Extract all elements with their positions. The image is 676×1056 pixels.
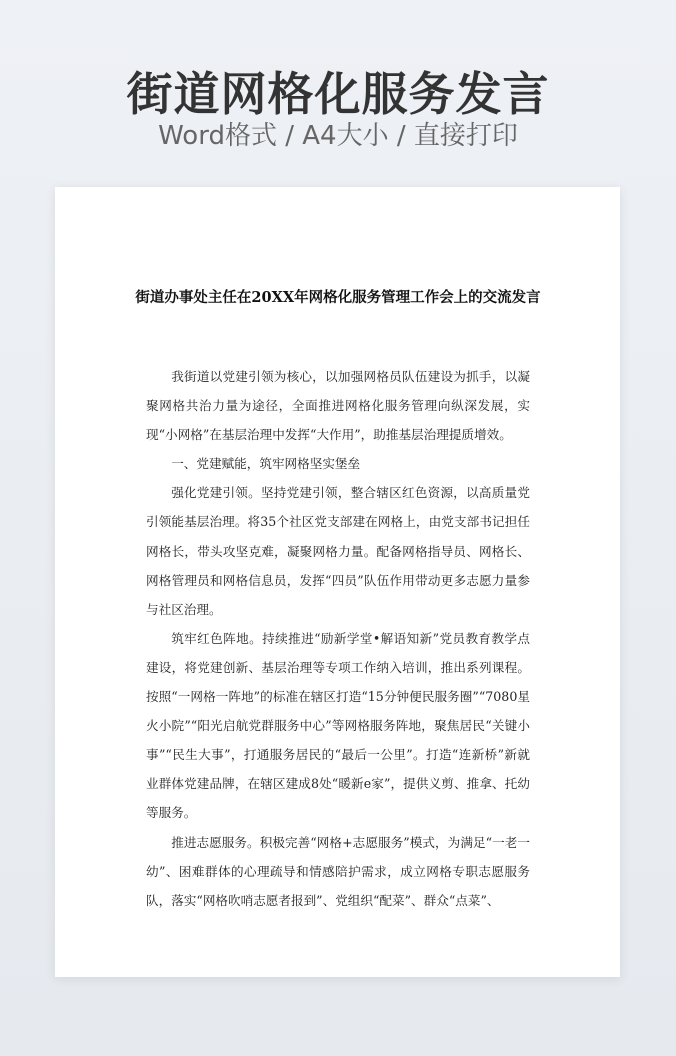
paragraph: 筑牢红色阵地。持续推进“励新学堂•解语知新”党员教育教学点建设，将党建创新、基层治理等专项工作纳入培训，推出系列课程。按照“一网格一阵地”的标准在辖区打造“15分钟便民服务圈”“7080星火小院”“阳光启航党群服务中心”等网格服务阵地，聚焦居民“关键小事”“民生大事”，打通服务居民的“最后一公里”。打造“连新桥”新就业群体党建品牌，在辖区建成8处“暖新e家”，提供义剪、推拿、托幼等服务。 bbox=[146, 630, 530, 821]
paragraph-intro: 我街道以党建引领为核心，以加强网格员队伍建设为抓手，以凝聚网格共治力量为途径，全面推进网格化服务管理向纵深发展，实现“小网格”在基层治理中发挥“大作用”，助推基层治理提质增效。 bbox=[146, 369, 530, 443]
banner-title: 街道网格化服务发言 bbox=[126, 67, 550, 121]
section-heading: 一、党建赋能，筑牢网格坚实堡垒 bbox=[171, 456, 361, 472]
paragraph: 推进志愿服务。积极完善“网格+志愿服务”模式，为满足“一老一幼”、困难群体的心理疏导和情感陪护需求，成立网格专职志愿服务队，落实“网格吹哨志愿者报到”、党组织“配菜”、群众“点菜”、 bbox=[146, 834, 530, 908]
banner-subtitle: Word格式 / A4大小 / 直接打印 bbox=[158, 121, 518, 151]
paragraph: 强化党建引领。坚持党建引领，整合辖区红色资源，以高质量党引领能基层治理。将35个社区党支部建在网格上，由党支部书记担任网格长，带头攻坚克难，凝聚网格力量。配备网格指导员、网格长、网格管理员和网格信息员，发挥“四员”队伍作用带动更多志愿力量参与社区治理。 bbox=[146, 485, 530, 617]
document-body bbox=[146, 362, 530, 915]
document-title: 街道办事处主任在20XX年网格化服务管理工作会上的交流发言 bbox=[135, 289, 541, 306]
